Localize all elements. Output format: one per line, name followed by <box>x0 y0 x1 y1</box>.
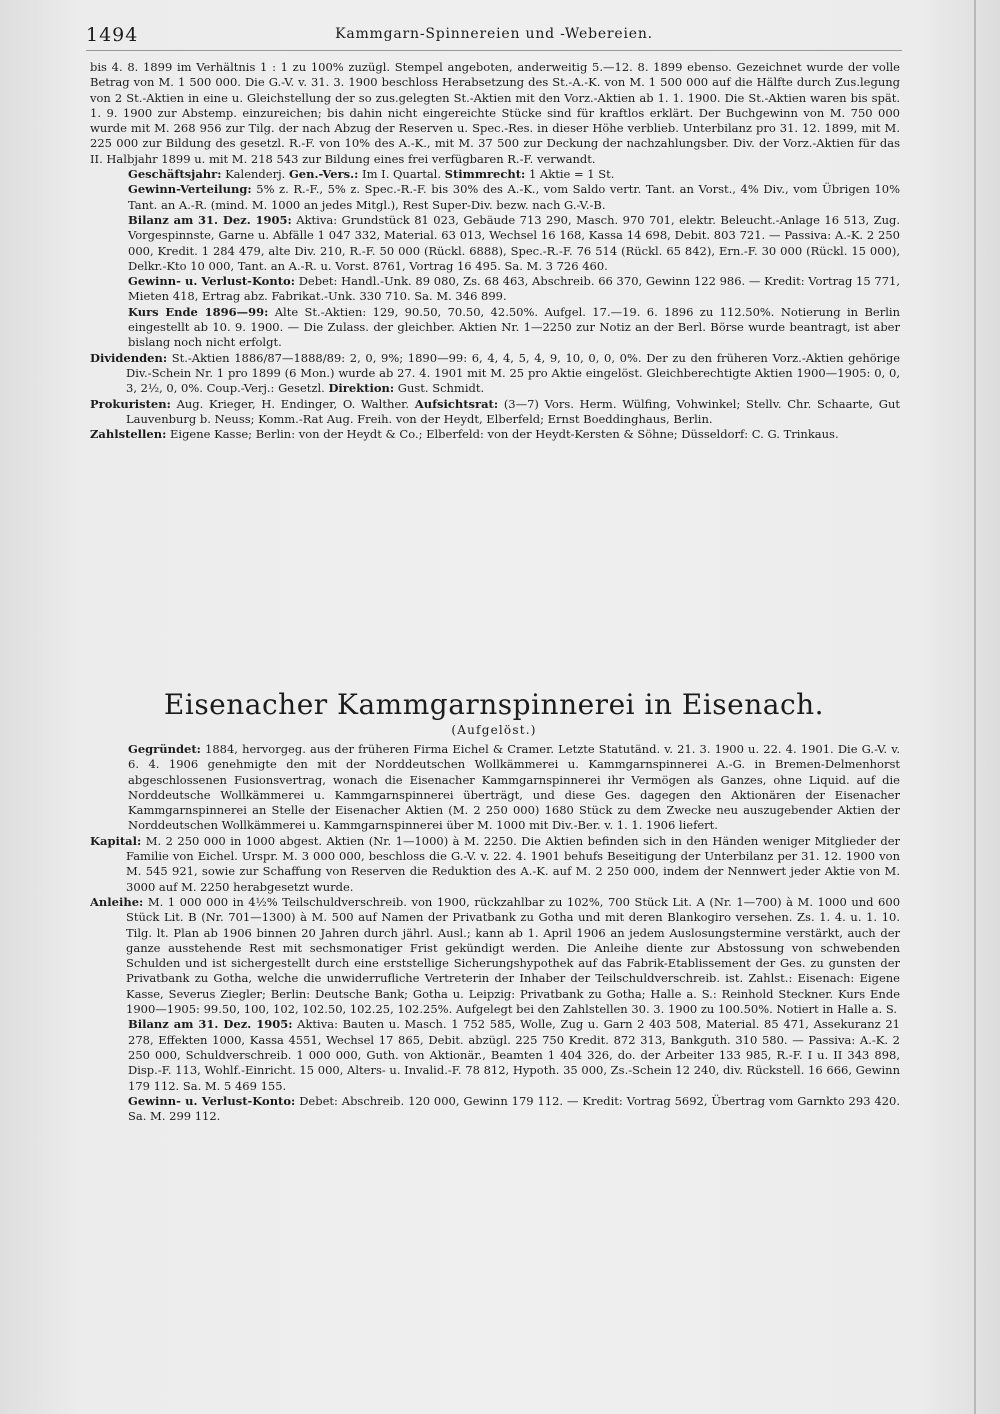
fiscal-year-label: Geschäftsjahr: <box>128 167 222 182</box>
capital-text: M. 2 250 000 in 1000 abgest. Aktien (Nr. 1—1000) à M. 2250. Die Aktien befinden sich in den Händen weniger Mitglieder der Familie von Eichel. Urspr. M. 3 000 000, beschloss die G.-V. v. 22. 4. 1901 behufs Beseitigung der Unterbilanz per 31. 12. 1900 von M. 545 921, sowie zur Schaffung von Reserven die Reduktion des A.-K. auf M. 2 250 000, indem der Nennwert jeder Aktie von M. 3000 auf M. 2250 herabgesetzt wurde. <box>126 833 900 894</box>
dividends-label: Dividenden: <box>90 350 168 365</box>
proxies-label: Prokuristen: <box>90 396 171 411</box>
paying-agents-label: Zahlstellen: <box>90 427 167 442</box>
bond-paragraph <box>90 895 900 1017</box>
bond-text: M. 1 000 000 in 4½% Teilschuldverschreib. von 1900, rückzahlbar zu 102%, 700 Stück Lit. A (Nr. 1—700) à M. 1000 und 600 Stück Lit. B (Nr. 701—1300) à M. 500 auf Namen der Privatbank zu Gotha und mit deren Blankogiro versehen. Zs. 1. 4. u. 1. 10. Tilg. lt. Plan ab 1906 binnen 20 Jahren durch jährl. Ausl.; kann ab 1. April 1906 an jedem Auslosungstermine verstärkt, auch der ganze ausstehende Rest mit sechsmonatiger Frist gekündigt werden. Die Anleihe diente zur Abstossung von schwebenden Schulden und ist sichergestellt durch eine erststellige Sicherungshypothek auf das Fabrik-Etablissement der Ges. zu gunsten der Privatbank zu Gotha, welche die unwiderrufliche Vertreterin der Inhaber der Teilschuldverschreib. ist. Zahlst.: Eisenach: Eigene Kasse, Severus Ziegler; Berlin: Deutsche Bank; Gotha u. Leipzig: Privatbank zu Gotha; Halle a. S.: Reinhold Steckner. Kurs Ende 1900—1905: 99.50, 100, 102, 102.50, 102.25, 102.25%. Aufgelegt bei den Zahlstellen 30. 3. 1900 zu 100.50%. Notiert in Halle a. S. <box>126 894 901 1017</box>
page-edge-shadow <box>974 0 976 1414</box>
balance-sheet-text: Aktiva: Grundstück 81 023, Gebäude 713 290, Masch. 970 701, elektr. Beleucht.-Anlage 16 513, Zug. Vorgespinnste, Garne u. Abfälle 1 047 332, Material. 63 013, Wechsel 16 168, Kassa 14 698, Debit. 803 721. — Passiva: A.-K. 2 250 000, Kredit. 1 284 479, alte Div. 210, R.-F. 50 000 (Rückl. 6888), Spec.-R.-F. 76 514 (Rückl. 65 842), Ern.-F. 30 000 (Rückl. 15 000), Delkr.-Kto 10 000, Tant. an A.-R. u. Vorst. 8761, Vortrag 16 495. Sa. M. 3 726 460. <box>128 212 900 273</box>
header-rule <box>86 50 902 51</box>
capital-paragraph <box>90 834 900 895</box>
balance-sheet-text-2: Aktiva: Bauten u. Masch. 1 752 585, Wolle, Zug u. Garn 2 403 508, Material. 85 471, Assekuranz 21 278, Effekten 1000, Kassa 4551, Wechsel 17 865, Debit. abzügl. 225 750 Kredit. 872 313, Bankguth. 310 580. — Passiva: A.-K. 2 250 000, Schuldverschreib. 1 000 000, Guth. von Aktionär., Beamten 1 404 326, do. der Arbeiter 133 985, R.-F. I u. II 343 898, Disp.-F. 113, Wohlf.-Einricht. 15 000, Alters- u. Invalid.-F. 78 812, Hypoth. 35 000, Zs.-Schein 12 240, div. Rückstell. 16 666, Gewinn 179 112. Sa. M. 5 469 155. <box>128 1017 900 1093</box>
page-header <box>86 24 902 46</box>
founded-label: Gegründet: <box>128 742 201 756</box>
paying-agents-text: Eigene Kasse; Berlin: von der Heydt & Co.; Elberfeld: von der Heydt-Kersten & Söhne; Düsseldorf: C. G. Trinkaus. <box>170 427 839 442</box>
balance-sheet-paragraph-2 <box>90 1017 900 1093</box>
paying-agents-paragraph <box>90 427 900 442</box>
balance-sheet-label: Bilanz am 31. Dez. 1905: <box>128 212 292 227</box>
continuation-paragraph: bis 4. 8. 1899 im Verhältnis 1 : 1 zu 100% zuzügl. Stempel angeboten, anderweitig 5.—12. 8. 1899 ebenso. Gezeichnet wurde der volle Betrag von M. 1 500 000. Die G.-V. v. 31. 3. 1900 beschloss Herabsetzung des St.-A.-K. von M. 1 500 000 auf die Hälfte durch Zus.legung von 2 St.-Aktien in eine u. Gleichstellung der so zus.gelegten St.-Aktien mit den Vorz.-Aktien ab 1. 1. 1900. Die St.-Aktien waren bis spät. 1. 9. 1900 zur Abstemp. einzureichen; bis dahin nicht eingereichte Stücke sind für kraftlos erklärt. Der Buchgewinn von M. 750 000 wurde mit M. 268 956 zur Tilg. der nach Abzug der Reserven u. Spec.-Res. in dieser Höhe verblieb. Unterbilanz pro 31. 12. 1899, mit M. 225 000 zur Bildung des gesetzl. R.-F. von 10% des A.-K., mit M. 37 500 zur Deckung der nachzahlungsber. Div. der Vorz.-Aktien für das II. Halbjahr 1899 u. mit M. 218 543 zur Bildung eines frei verfügbaren R.-F. verwandt. <box>90 60 900 166</box>
profit-loss-text: Debet: Handl.-Unk. 89 080, Zs. 68 463, Abschreib. 66 370, Gewinn 122 986. — Kredit: Vortrag 15 771, Mieten 418, Ertrag abz. Fabrikat.-Unk. 330 710. Sa. M. 346 899. <box>128 274 901 304</box>
supervisory-board-label: Aufsichtsrat: <box>414 396 499 411</box>
voting-right-label: Stimmrecht: <box>444 167 526 182</box>
dividends-text: St.-Aktien 1886/87—1888/89: 2, 0, 9%; 1890—99: 6, 4, 4, 5, 4, 9, 10, 0, 0, 0%. Der zu den früheren Vorz.-Aktien gehörige Div.-Schein Nr. 1 pro 1899 (6 Mon.) wurde ab 27. 4. 1901 mit M. 25 pro Aktie eingelöst. Gleichberechtigte Aktien 1900—1905: 0, 0, 3, 2½, 0, 0%. Coup.-Verj.: Gesetzl. <box>126 350 901 396</box>
section-title: Eisenacher Kammgarnspinnerei in Eisenach. <box>163 688 825 721</box>
fiscal-year-line <box>90 167 900 182</box>
running-title: Kammgarn-Spinnereien und -Webereien. <box>335 26 653 42</box>
profit-loss-label-2: Gewinn- u. Verlust-Konto: <box>128 1093 296 1108</box>
profit-loss-paragraph <box>90 274 900 305</box>
dividends-paragraph <box>90 351 900 397</box>
share-price-paragraph <box>90 305 900 351</box>
section-subtitle: (Aufgelöst.) <box>451 723 537 737</box>
share-price-label: Kurs Ende 1896—99: <box>128 304 269 319</box>
profit-distribution-label: Gewinn-Verteilung: <box>128 182 252 197</box>
management-label: Direktion: <box>328 381 395 396</box>
proxies-text: Aug. Krieger, H. Endinger, O. Walther. <box>176 396 410 411</box>
profit-loss-text-2: Debet: Abschreib. 120 000, Gewinn 179 112. — Kredit: Vortrag 5692, Übertrag vom Garnkto 293 420. Sa. M. 299 112. <box>128 1093 901 1124</box>
upper-entry <box>90 60 900 442</box>
share-price-text: Alte St.-Aktien: 129, 90.50, 70.50, 42.50%. Aufgel. 17.—19. 6. 1896 zu 112.50%. Notierung in Berlin eingestellt ab 10. 9. 1900. — Die Zulass. der gleichber. Aktien Nr. 1—2250 zur Notiz an der Berl. Börse wurde beantragt, ist aber bislang noch nicht erfolgt. <box>128 304 900 350</box>
page-number: 1494 <box>86 24 139 46</box>
general-meeting-label: Gen.-Vers.: <box>288 167 359 182</box>
voting-right-text: 1 Aktie = 1 St. <box>528 167 615 182</box>
balance-sheet-paragraph <box>90 213 900 274</box>
supervisory-board-text: (3—7) Vors. Herm. Wülfing, Vohwinkel; Stellv. Chr. Schaarte, Gut Lauvenburg b. Neuss; Komm.-Rat Aug. Freih. von der Heydt, Elberfeld; Ernst Boeddinghaus, Berlin. <box>126 396 900 426</box>
general-meeting-text: Im I. Quartal. <box>362 167 442 182</box>
profit-distribution-text: 5% z. R.-F., 5% z. Spec.-R.-F. bis 30% des A.-K., vom Saldo vertr. Tant. an Vorst., 4% Div., vom Übrigen 10% Tant. an A.-R. (mind. M. 1000 an jedes Mitgl.), Rest Super-Div. bezw. nach G.-V.-B. <box>128 182 901 212</box>
profit-loss-paragraph-2 <box>90 1094 900 1125</box>
capital-label: Kapital: <box>90 833 142 848</box>
fiscal-year-text: Kalenderj. <box>225 167 286 182</box>
bond-label: Anleihe: <box>90 894 144 909</box>
proxies-paragraph <box>90 397 900 428</box>
management-text: Gust. Schmidt. <box>397 381 485 396</box>
profit-distribution-paragraph <box>90 182 900 213</box>
founded-paragraph <box>90 742 900 834</box>
founded-text: 1884, hervorgeg. aus der früheren Firma Eichel & Cramer. Letzte Statutänd. v. 21. 3. 1900 u. 22. 4. 1901. Die G.-V. v. 6. 4. 1906 genehmigte den mit der Norddeutschen Wollkämmerei u. Kammgarnspinnerei A.-G. in Bremen-Delmenhorst abgeschlossenen Fusionsvertrag, wonach die Eisenacher Kammgarnspinnerei ihr Vermögen als Ganzes, ohne Liquid. auf die Norddeutsche Wollkämmerei u. Kammgarnspinnerei überträgt, und diese Ges. dagegen den Aktionären der Eisenacher Kammgarnspinnerei an Stelle der Eisenacher Aktien (M. 2 250 000) 1680 Stück zu dem Zwecke neu auszugebender Aktien der Norddeutschen Wollkämmerei u. Kammgarnspinnerei über M. 1000 mit Div.-Ber. v. 1. 1. 1906 liefert. <box>128 742 900 833</box>
lower-entry <box>90 742 900 1124</box>
balance-sheet-label-2: Bilanz am 31. Dez. 1905: <box>128 1017 293 1032</box>
profit-loss-label: Gewinn- u. Verlust-Konto: <box>128 274 295 289</box>
